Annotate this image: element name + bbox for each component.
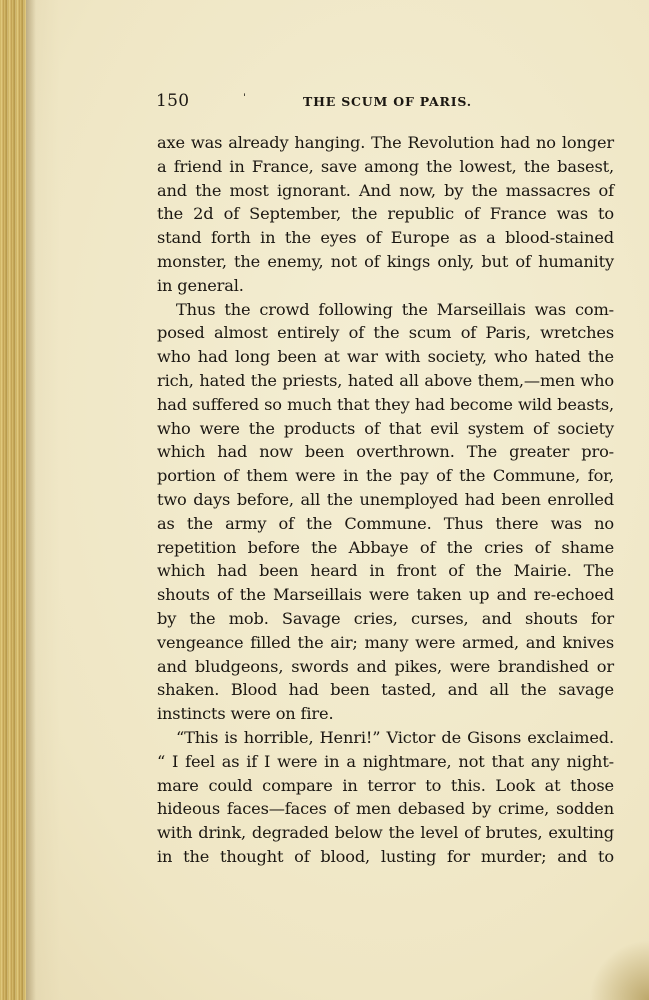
running-title: THE SCUM OF PARIS.: [303, 94, 472, 109]
text-line: rich, hated the priests, hated all above them,—men who: [157, 370, 614, 390]
text-line: in the thought of blood, lusting for murder; and to: [157, 846, 614, 866]
text-line: instincts were on fire.: [157, 704, 334, 724]
text-line: vengeance filled the air; many were armed, and knives: [157, 632, 614, 652]
header-printer-mark: ˈ: [243, 92, 247, 105]
text-line: and bludgeons, swords and pikes, were brandished or: [157, 656, 614, 676]
text-line: in general.: [157, 275, 244, 295]
page-number: 150: [156, 91, 190, 111]
text-line: with drink, degraded below the level of brutes, exulting: [157, 823, 614, 843]
text-line: shouts of the Marseillais were taken up and re-echoed: [157, 585, 614, 605]
gutter-shadow: [26, 0, 36, 1000]
body-text: [157, 131, 614, 869]
text-line: and the most ignorant. And now, by the massacres of: [157, 180, 614, 200]
text-line: a friend in France, save among the lowest, the basest,: [157, 156, 614, 176]
text-line: who had long been at war with society, who hated the: [157, 347, 614, 367]
text-line: shaken. Blood had been tasted, and all the savage: [157, 680, 614, 700]
text-line: which had now been overthrown. The greater pro-: [157, 442, 614, 462]
text-line: stand forth in the eyes of Europe as a blood-stained: [157, 228, 614, 248]
text-line: two days before, all the unemployed had been enrolled: [157, 489, 614, 509]
gilt-page-edge: [0, 0, 26, 1000]
text-line: monster, the enemy, not of kings only, but of humanity: [157, 251, 614, 271]
text-line: who were the products of that evil system of society: [157, 418, 614, 438]
text-line: Thus the crowd following the Marseillais was com-: [176, 299, 614, 319]
text-line: mare could compare in terror to this. Look at those: [157, 775, 614, 795]
text-line: axe was already hanging. The Revolution had no longer: [157, 133, 614, 152]
text-line: by the mob. Savage cries, curses, and shouts for: [157, 608, 614, 628]
text-line: as the army of the Commune. Thus there was no: [157, 513, 614, 533]
text-line: posed almost entirely of the scum of Paris, wretches: [157, 323, 614, 343]
text-line: had suffered so much that they had become wild beasts,: [157, 394, 614, 414]
text-line: hideous faces—faces of men debased by crime, sodden: [157, 799, 614, 819]
text-line: portion of them were in the pay of the Commune, for,: [157, 466, 614, 486]
text-line: the 2d of September, the republic of France was to: [157, 204, 614, 224]
text-line: “ I feel as if I were in a nightmare, not that any night-: [157, 751, 614, 771]
text-line: repetition before the Abbaye of the cries of shame: [157, 537, 614, 557]
text-line: “This is horrible, Henri!” Victor de Gisons exclaimed.: [176, 727, 614, 747]
page-corner-stain: [589, 940, 649, 1000]
text-line: which had been heard in front of the Mairie. The: [157, 561, 614, 581]
